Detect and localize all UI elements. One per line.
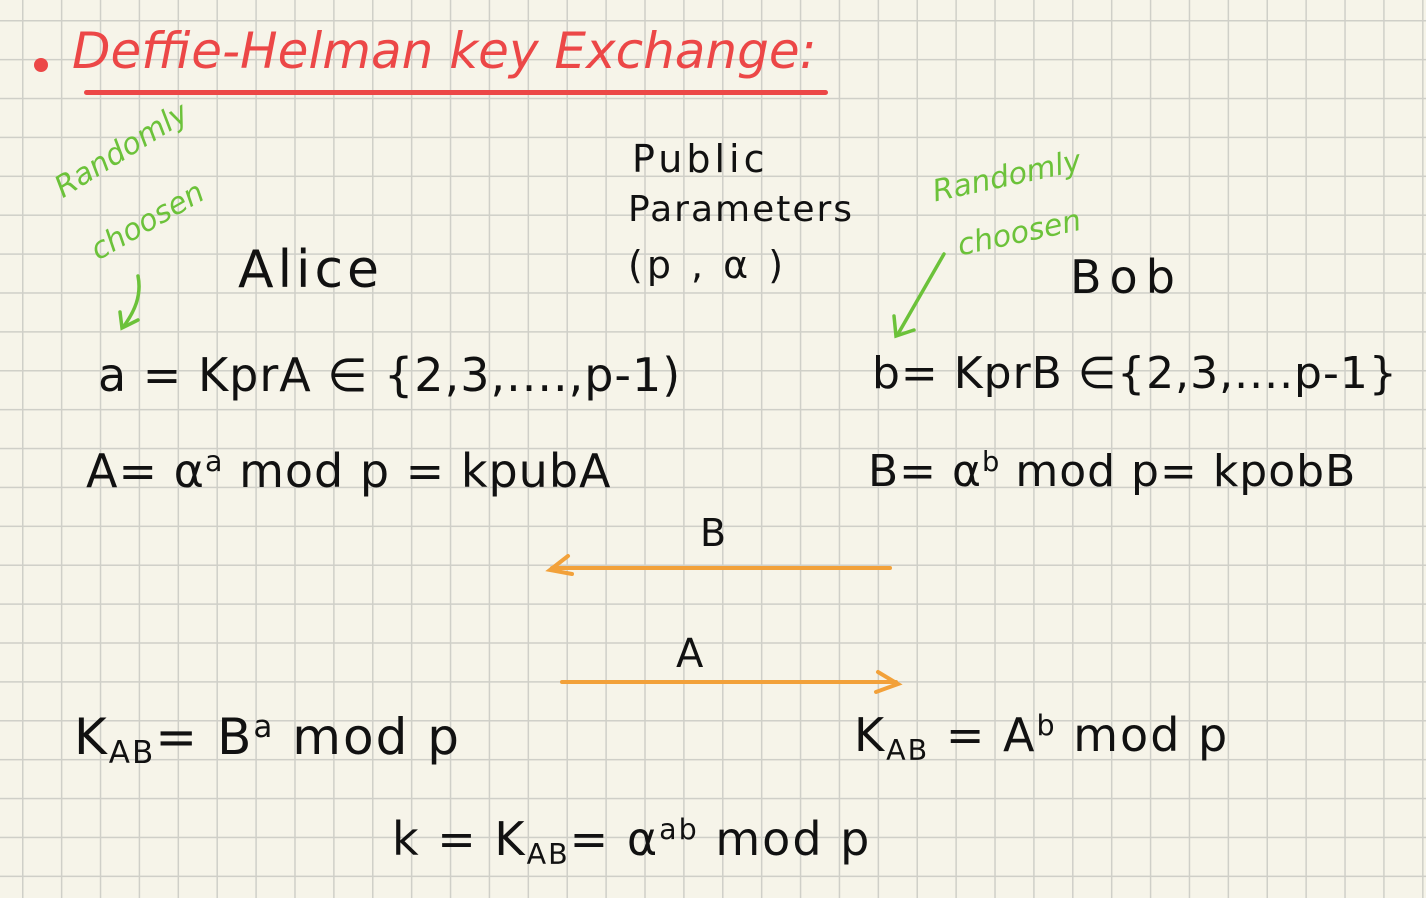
bob-private-key: b= KprB ∈{2,3,....p-1}	[872, 348, 1398, 399]
bob-public-base: B= α	[868, 446, 983, 497]
shared-key-rest: mod p	[698, 812, 872, 866]
bob-key-sub: AB	[886, 733, 930, 767]
shared-key-formula	[392, 812, 872, 871]
left-random-line2: choosen	[84, 174, 211, 268]
bob-key-rest: mod p	[1056, 708, 1230, 762]
shared-key-eq: = α	[569, 812, 660, 866]
bob-shared-key	[854, 708, 1230, 767]
right-annotation-arrow	[894, 254, 944, 336]
shared-key-sub: AB	[526, 837, 570, 871]
alice-key-rest: mod p	[274, 708, 461, 766]
bob-key-k: K	[854, 708, 887, 762]
bob-public-exp: b	[982, 447, 1001, 478]
alice-key-sub: AB	[108, 735, 156, 772]
left-random-line1: Randomly	[48, 95, 195, 206]
shared-key-exp: ab	[659, 813, 699, 847]
left-annotation-arrow	[120, 276, 139, 328]
bob-key-exp: b	[1036, 709, 1057, 743]
page-title: Deffie-Helman key Exchange:	[72, 22, 817, 80]
arrow-to-bob	[562, 672, 898, 692]
party-alice: Alice	[238, 240, 384, 300]
right-random-line1: Randomly	[929, 143, 1085, 210]
bob-public-rest: mod p= kpobB	[1000, 446, 1357, 497]
bob-key-eq: = A	[929, 708, 1037, 762]
alice-public-base: A= α	[86, 444, 205, 498]
arrow-to-alice	[550, 556, 890, 574]
alice-public-exp: a	[204, 445, 224, 479]
arrow-label-a: A	[676, 631, 704, 677]
alice-key-k: K	[74, 708, 109, 766]
arrow-label-b: B	[700, 511, 727, 555]
alice-public-rest: mod p = kpubA	[223, 444, 612, 498]
public-params-line3: (p , α )	[628, 243, 788, 287]
right-random-line2: choosen	[954, 203, 1085, 264]
alice-shared-key	[74, 708, 461, 772]
alice-key-exp: a	[253, 708, 275, 745]
public-params-line1: Public	[632, 137, 769, 181]
party-bob: Bob	[1070, 250, 1183, 304]
shared-key-pre: k = K	[392, 812, 527, 866]
alice-private-key: a = KprA ∈ {2,3,....,p-1)	[98, 348, 682, 402]
alice-key-eq: = B	[155, 708, 254, 766]
public-params-line2: Parameters	[628, 189, 855, 230]
